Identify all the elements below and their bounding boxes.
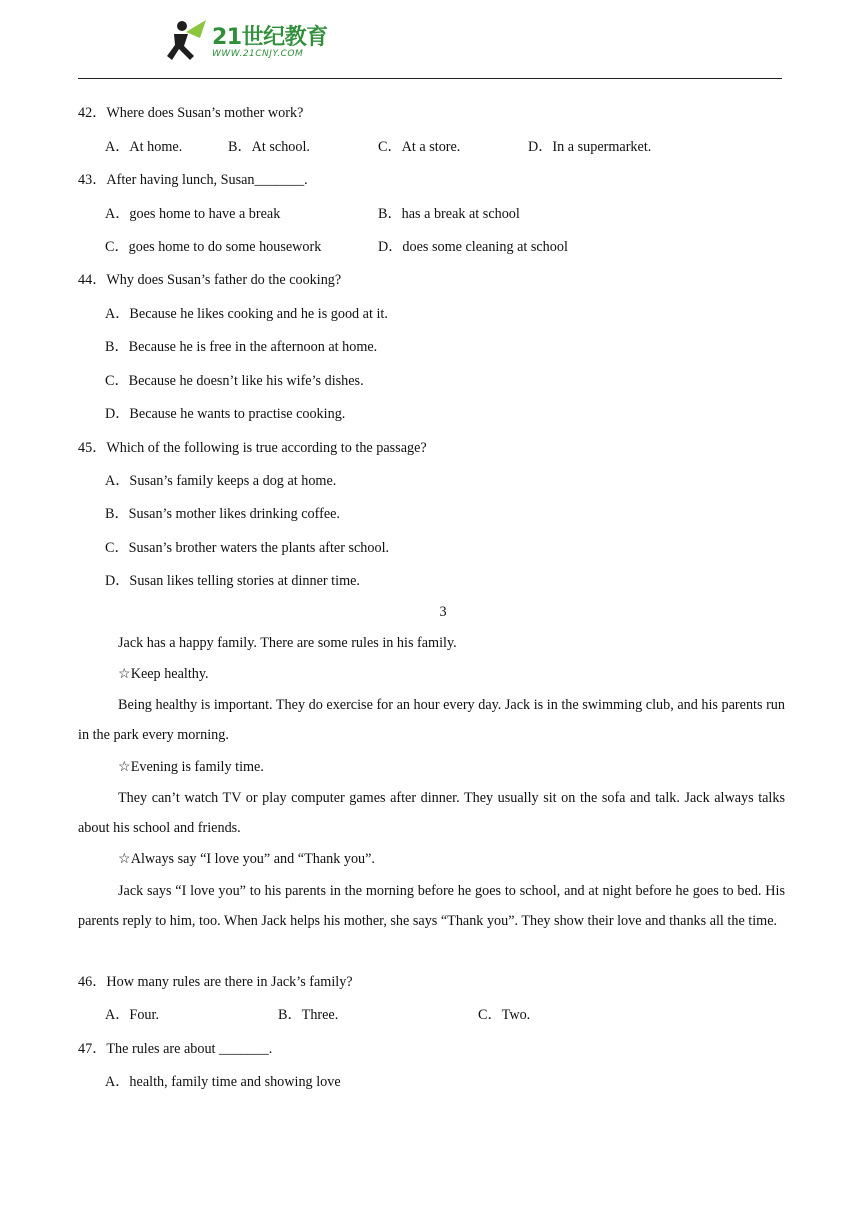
passage-intro: Jack has a happy family. There are some rules in his family. xyxy=(118,635,457,651)
question-42-stem: 42．Where does Susan’s mother work? xyxy=(78,105,304,121)
runner-logo-icon xyxy=(160,18,208,64)
logo-text: 21世纪教育 xyxy=(212,25,328,50)
rule-heading-2: ☆Evening is family time. xyxy=(118,759,264,775)
question-45-option-c: C．Susan’s brother waters the plants after school. xyxy=(105,540,390,556)
question-44-option-a: A．Because he likes cooking and he is good at it. xyxy=(105,306,388,322)
page-header xyxy=(0,0,860,80)
question-46-option-a: A．Four. xyxy=(105,1007,159,1023)
rule-heading-1: ☆Keep healthy. xyxy=(118,666,209,682)
question-45-option-b: B．Susan’s mother likes drinking coffee. xyxy=(105,506,340,522)
question-44-stem: 44．Why does Susan’s father do the cooking? xyxy=(78,272,342,288)
question-47-option-a: A．health, family time and showing love xyxy=(105,1074,341,1090)
rule-heading-3: ☆Always say “I love you” and “Thank you”. xyxy=(118,851,375,867)
question-43-option-c: C．goes home to do some housework xyxy=(105,239,322,255)
question-43-option-d: D．does some cleaning at school xyxy=(378,239,568,255)
question-43-option-a: A．goes home to have a break xyxy=(105,206,281,222)
question-44-option-c: C．Because he doesn’t like his wife’s dishes. xyxy=(105,373,364,389)
question-45-option-d: D．Susan likes telling stories at dinner time. xyxy=(105,573,360,589)
question-46-option-b: B．Three. xyxy=(278,1007,339,1023)
question-46-stem: 46．How many rules are there in Jack’s family? xyxy=(78,974,353,990)
question-44-option-b: B．Because he is free in the afternoon at home. xyxy=(105,339,378,355)
logo-url: WWW.21CNJY.COM xyxy=(212,49,304,59)
header-divider xyxy=(78,78,782,79)
question-46-option-c: C．Two. xyxy=(478,1007,531,1023)
question-42-option-a: A．At home. xyxy=(105,139,183,155)
question-47-stem: 47．The rules are about _______. xyxy=(78,1041,273,1057)
passage-paragraph-1: Being healthy is important. They do exercise for an hour every day. Jack is in the swimming club, and his parents run in the park every morning. xyxy=(78,697,785,743)
question-44-option-d: D．Because he wants to practise cooking. xyxy=(105,406,346,422)
question-43-option-b: B．has a break at school xyxy=(378,206,520,222)
question-42-option-d: D．In a supermarket. xyxy=(528,139,652,155)
question-45-stem: 45．Which of the following is true according to the passage? xyxy=(78,440,427,456)
question-43-stem: 43．After having lunch, Susan_______. xyxy=(78,172,308,188)
question-45-option-a: A．Susan’s family keeps a dog at home. xyxy=(105,473,337,489)
site-logo xyxy=(160,18,330,68)
passage-paragraph-2: They can’t watch TV or play computer games after dinner. They usually sit on the sofa and talk. Jack always talks about his school and friends. xyxy=(78,790,785,836)
question-42-option-c: C．At a store. xyxy=(378,139,461,155)
passage-number: 3 xyxy=(439,604,447,620)
question-42-option-b: B．At school. xyxy=(228,139,310,155)
passage-paragraph-3: Jack says “I love you” to his parents in the morning before he goes to school, and at night before he goes to bed. His parents reply to him, too. When Jack helps his mother, she says “Thank you”. They show their love and thanks all the time. xyxy=(78,883,785,929)
